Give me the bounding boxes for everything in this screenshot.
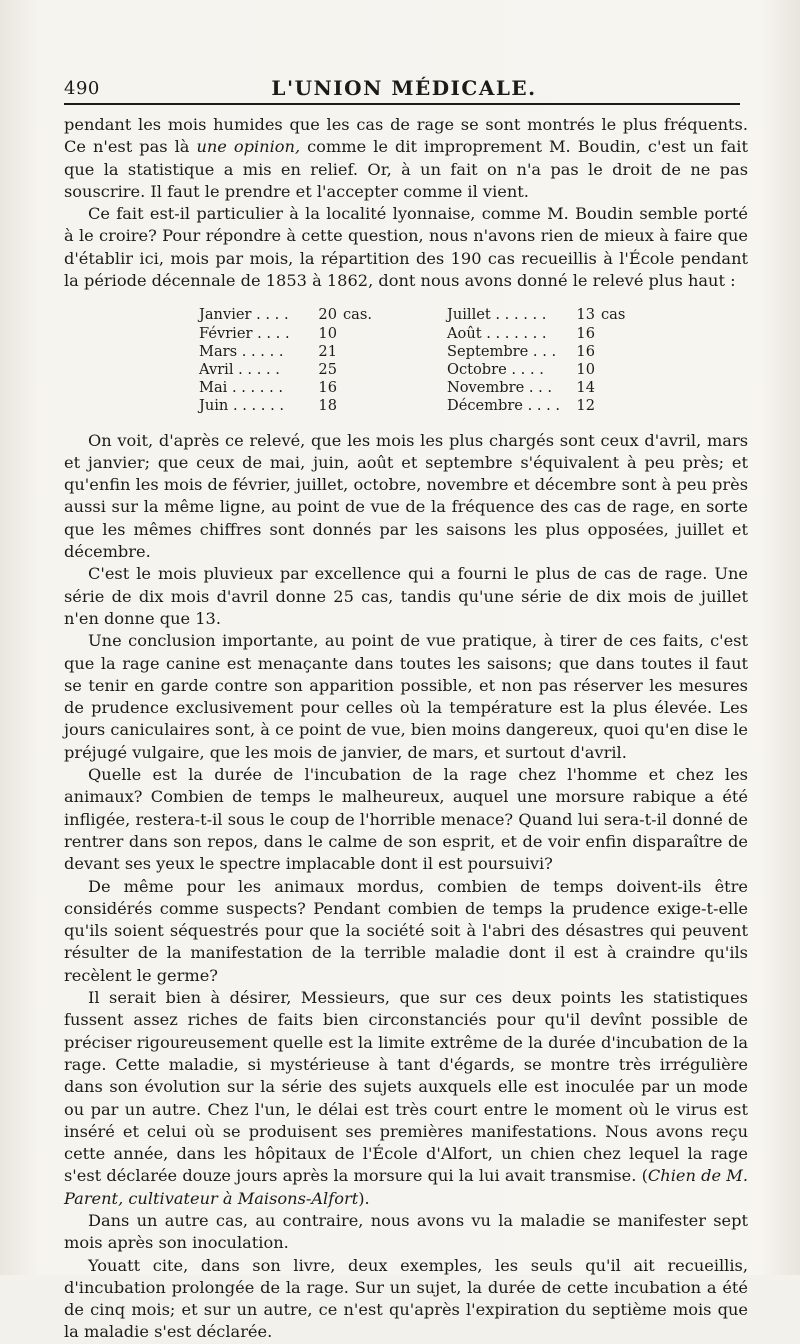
- page-number: 490: [64, 78, 100, 99]
- table-row: [199, 306, 447, 324]
- month-count: 21: [318, 342, 337, 360]
- month-unit: cas: [601, 306, 626, 324]
- monthly-cases-table: [199, 306, 719, 415]
- paragraph-7: De même pour les animaux mordus, combien de temps doivent-ils être considérés comme suspects? Pendant combien de temps la prudence exige-t-elle qu'ils soient séquestrés pour que la société soit à l'abri des désastres qui peuvent résulter de la manifestation de la terrible maladie dont il est à craindre qu'ils recèlent le germe?: [64, 876, 748, 985]
- month-name: Juin . . . . . .: [199, 397, 284, 415]
- months-column-right: [447, 306, 625, 415]
- table-row: [199, 397, 447, 415]
- month-name: Mai . . . . . .: [199, 379, 283, 397]
- text-run: ).: [358, 1188, 370, 1208]
- month-unit: cas.: [343, 306, 373, 324]
- month-name: Février . . . .: [199, 324, 290, 342]
- paragraph-3: On voit, d'après ce relevé, que les mois les plus chargés sont ceux d'avril, mars et janvier; que ceux de mai, juin, août et septembre s'équivalent à peu près; et qu'enfin les mois de février, juillet, octobre, novembre et décembre sont à peu près aussi sur la même ligne, au point de vue de la fréquence des cas de rage, en sorte que les mêmes chiffres sont donnés par les saisons les plus opposées, juillet et décembre.: [64, 430, 748, 562]
- month-name: Mars . . . . .: [199, 342, 284, 360]
- month-name: Décembre . . . .: [447, 397, 561, 415]
- table-row: [447, 325, 625, 343]
- table-row: [447, 306, 625, 324]
- month-name: Juillet . . . . . .: [447, 306, 547, 324]
- body-text: [64, 114, 748, 1344]
- paragraph-5: Une conclusion importante, au point de vue pratique, à tirer de ces faits, c'est que la rage canine est menaçante dans toutes les saisons; que dans toutes il faut se tenir en garde contre son apparition possible, et non pas réserver les mesures de prudence exclusivement pour celles où la température est la plus élevée. Les jours caniculaires sont, à ce point de vue, bien moins dangereux, quoi qu'en dise le préjugé vulgaire, que les mois de janvier, de mars, et surtout d'avril.: [64, 631, 748, 762]
- running-title: L'UNION MÉDICALE.: [271, 76, 537, 100]
- month-count: 16: [576, 342, 595, 360]
- paragraph-6: Quelle est la durée de l'incubation de la rage chez l'homme et chez les animaux? Combien de temps le malheureux, auquel une morsure rabique a été infligée, restera-t-il sous le coup de l'horrible menace? Quand lui sera-t-il donné de rentrer dans son repos, dans le calme de son esprit, et de voir enfin disparaître de devant ses yeux le spectre implacable dont il est poursuivi?: [64, 765, 748, 874]
- month-count: 10: [576, 360, 595, 378]
- table-row: [199, 325, 447, 343]
- italic-phrase: une opinion,: [196, 137, 301, 157]
- month-name: Janvier . . . .: [199, 306, 289, 324]
- header-rule: [64, 103, 740, 105]
- month-count: 14: [576, 379, 595, 397]
- month-name: Août . . . . . . .: [447, 324, 547, 342]
- text-run: pendant les mois humides que les cas de rage se sont montrés le plus fréquents. Ce n'est pas là: [64, 115, 748, 157]
- table-row: [447, 343, 625, 361]
- paragraph-10: Youatt cite, dans son livre, deux exemples, les seuls qu'il ait recueillis, d'incubation prolongée de la rage. Sur un sujet, la durée de cette incubation a été de cinq mois; et sur un autre, ce n'est qu'après l'expiration du septième mois que la maladie s'est déclarée.: [64, 1255, 748, 1342]
- text-run: Il serait bien à désirer, Messieurs, que sur ces deux points les statistiques fussent assez riches de faits bien circonstanciés pour qu'il devînt possible de préciser rigoureusement quelle est la limite extrême de la durée d'incubation de la rage. Cette maladie, si mystérieuse à tant d'égards, se montre très irrégulière dans son évolution sur la série des sujets auxquels elle est inoculée par un mode ou par un autre. Chez l'un, le délai est très court entre le moment où le virus est inséré et celui où se produisent ses premières manifestations. Nous avons reçu cette année, dans les hôpitaux de l'École d'Alfort, un chien chez lequel la rage s'est déclarée douze jours après la morsure qui la lui avait transmise. (: [64, 988, 748, 1186]
- italic-phrase: Chien de M. Parent, cultivateur à Maisons-Alfort: [64, 1166, 748, 1208]
- running-header: [64, 72, 744, 102]
- month-count: 12: [576, 397, 595, 415]
- month-name: Septembre . . .: [447, 342, 557, 360]
- month-count: 18: [318, 397, 337, 415]
- month-count: 16: [318, 379, 337, 397]
- paragraph-2: Ce fait est-il particulier à la localité lyonnaise, comme M. Boudin semble porté à le croire? Pour répondre à cette question, nous n'avons rien de mieux à faire que d'établir ici, mois par mois, la répartition des 190 cas recueillis à l'École pendant la période décennale de 1853 à 1862, dont nous avons donné le relevé plus haut :: [64, 204, 748, 291]
- month-name: Avril . . . . .: [199, 360, 280, 378]
- month-count: 20: [318, 306, 337, 324]
- table-row: [199, 361, 447, 379]
- month-count: 13: [576, 306, 595, 324]
- months-column-left: [199, 306, 447, 415]
- paragraph-8: [64, 987, 748, 1210]
- text-run: comme le dit improprement M. Boudin, c'est un fait que la statistique a mis en relief. Or, à un fait on n'a pas le droit de ne pas souscrire. Il faut le prendre et l'accepter comme il vient.: [64, 137, 748, 201]
- month-count: 10: [318, 324, 337, 342]
- table-row: [199, 379, 447, 397]
- table-row: [447, 361, 625, 379]
- month-count: 16: [576, 324, 595, 342]
- table-row: [199, 343, 447, 361]
- table-row: [447, 379, 625, 397]
- table-row: [447, 397, 625, 415]
- paragraph-1: [64, 114, 748, 203]
- paragraph-9: Dans un autre cas, au contraire, nous avons vu la maladie se manifester sept mois après son inoculation.: [64, 1210, 748, 1253]
- month-count: 25: [318, 360, 337, 378]
- month-name: Octobre . . . .: [447, 360, 544, 378]
- month-name: Novembre . . .: [447, 379, 553, 397]
- paragraph-4: C'est le mois pluvieux par excellence qui a fourni le plus de cas de rage. Une série de dix mois d'avril donne 25 cas, tandis qu'une série de dix mois de juillet n'en donne que 13.: [64, 564, 748, 628]
